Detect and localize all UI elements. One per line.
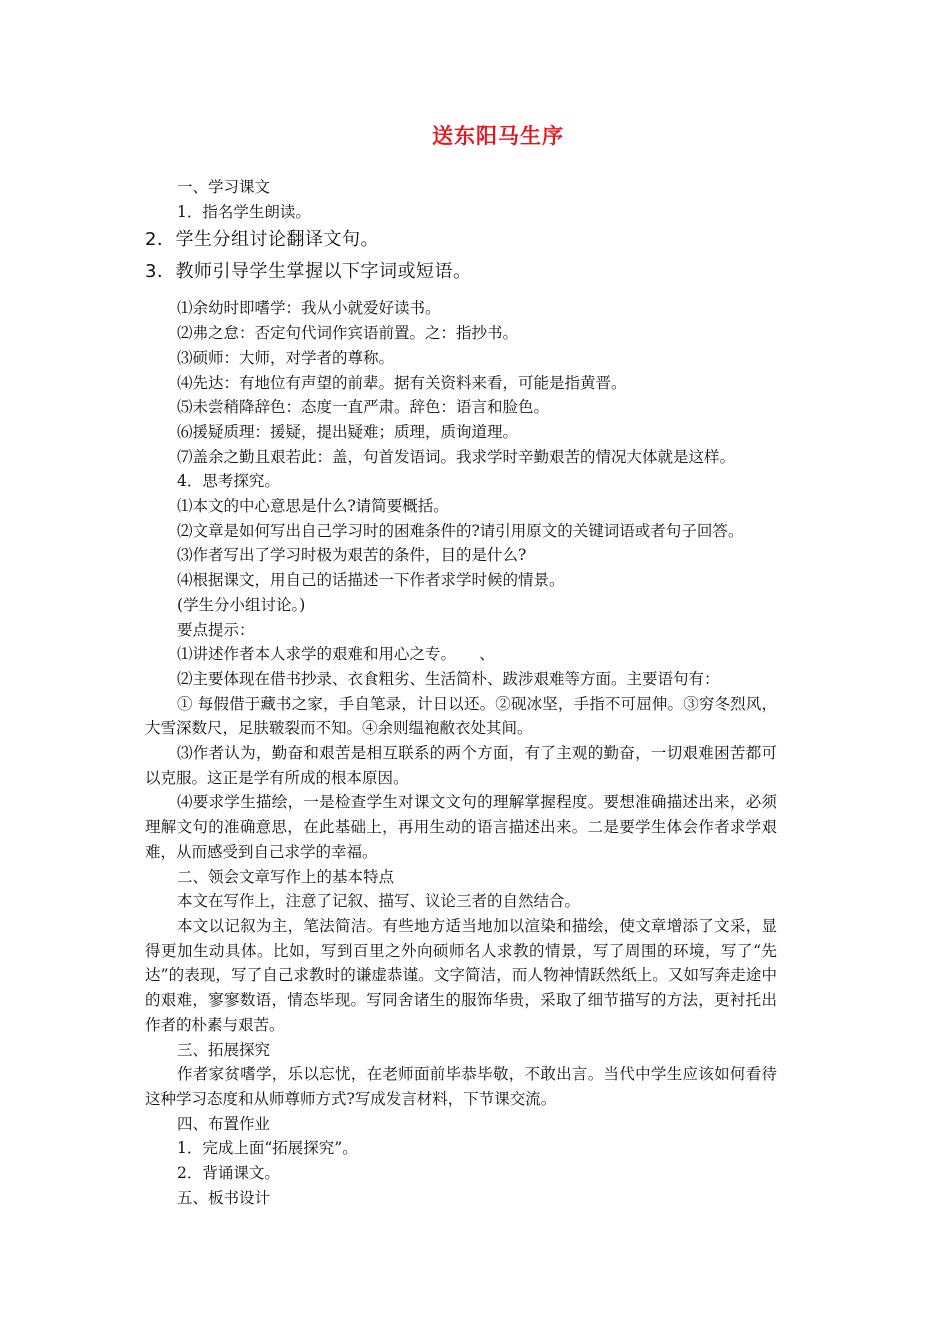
vocab-item: ⑶硕师：大师，对学者的尊称。 <box>177 348 395 367</box>
section-heading-2: 二、领会文章写作上的基本特点 <box>177 867 395 886</box>
list-item: 1．指名学生朗读。 <box>177 202 311 221</box>
paragraph: 本文在写作上，注意了记叙、描写、议论三者的自然结合。 <box>177 892 581 911</box>
section-heading-4: 四、布置作业 <box>177 1114 271 1133</box>
list-item-large: 3．教师引导学生掌握以下字词或短语。 <box>145 261 472 283</box>
vocab-item: ⑸未尝稍降辞色：态度一直严肃。辞色：语言和脸色。 <box>177 398 550 417</box>
vocab-item: ⑴余幼时即嗜学：我从小就爱好读书。 <box>177 299 441 318</box>
document-body <box>145 175 817 1210</box>
vocab-item: ⑷先达：有地位有声望的前辈。据有关资料来看，可能是指黄晋。 <box>177 373 627 392</box>
vocab-item: ⑵弗之怠：否定句代词作宾语前置。之：指抄书。 <box>177 324 519 343</box>
paragraph: ⑷要求学生描绘，一是检查学生对课文文句的理解掌握程度。要想准确描述出来，必须理解文句的准确意思，在此基础上，再用生动的语言描述出来。二是要学生体会作者求学艰难，从而感受到自己求学的幸福。 <box>145 793 777 861</box>
list-item: 4．思考探究。 <box>177 472 280 491</box>
document-title: 送东阳马生序 <box>432 124 564 148</box>
list-item: 2．背诵课文。 <box>177 1164 280 1183</box>
section-heading-1: 一、学习课文 <box>177 178 271 196</box>
question-item: ⑵文章是如何写出自己学习时的困难条件的?请引用原文的关键词语或者句子回答。 <box>177 521 744 540</box>
vocab-item: ⑹援疑质理：援疑，提出疑难；质理，质询道理。 <box>177 422 519 441</box>
vocab-item: ⑺盖余之勤且艰若此：盖，句首发语词。我求学时辛勤艰苦的情况大体就是这样。 <box>177 447 736 466</box>
paragraph: ① 每假借于藏书之家，手自笔录，计日以还。②砚冰坚，手指不可屈伸。③穷冬烈风，大雪深数尺，足肤皲裂而不知。④余则缊袍敝衣处其间。 <box>145 694 777 738</box>
hint-item: ⑴讲述作者本人求学的艰难和用心之专。 、 <box>177 645 495 664</box>
note-line: (学生分小组讨论。) <box>177 595 306 614</box>
question-item: ⑶作者写出了学习时极为艰苦的条件，目的是什么? <box>177 546 527 565</box>
section-heading-3: 三、拓展探究 <box>177 1040 271 1059</box>
paragraph: 作者家贫嗜学，乐以忘忧，在老师面前毕恭毕敬，不敢出言。当代中学生应该如何看待这种学习态度和从师尊师方式?写成发言材料，下节课交流。 <box>145 1065 777 1108</box>
paragraph: ⑶作者认为，勤奋和艰苦是相互联系的两个方面，有了主观的勤奋，一切艰难困苦都可以克服。这正是学有所成的根本原因。 <box>145 744 777 787</box>
section-heading-5: 五、板书设计 <box>177 1188 271 1207</box>
list-item: 1．完成上面“拓展探究”。 <box>177 1139 358 1158</box>
paragraph: 本文以记叙为主，笔法简洁。有些地方适当地加以渲染和描绘，使文章增添了文采，显得更加生动具体。比如，写到百里之外向硕师名人求教的情景，写了周围的环境，写了“先达”的表现，写了自己求教时的谦虚恭谨。文字简洁，而人物神情跃然纸上。又如写奔走途中的艰难，寥寥数语，情态毕现。写同舍诸生的服饰华贵，采取了细节描写的方法，更衬托出作者的朴素与艰苦。 <box>145 916 777 1034</box>
hint-item: ⑵主要体现在借书抄录、衣食粗劣、生活简朴、跋涉艰难等方面。主要语句有： <box>177 669 720 688</box>
question-item: ⑷根据课文，用自己的话描述一下作者求学时候的情景。 <box>177 571 565 590</box>
list-item-large: 2．学生分组讨论翻译文句。 <box>145 229 379 251</box>
hint-heading: 要点提示： <box>177 620 255 639</box>
question-item: ⑴本文的中心意思是什么?请简要概括。 <box>177 497 449 516</box>
